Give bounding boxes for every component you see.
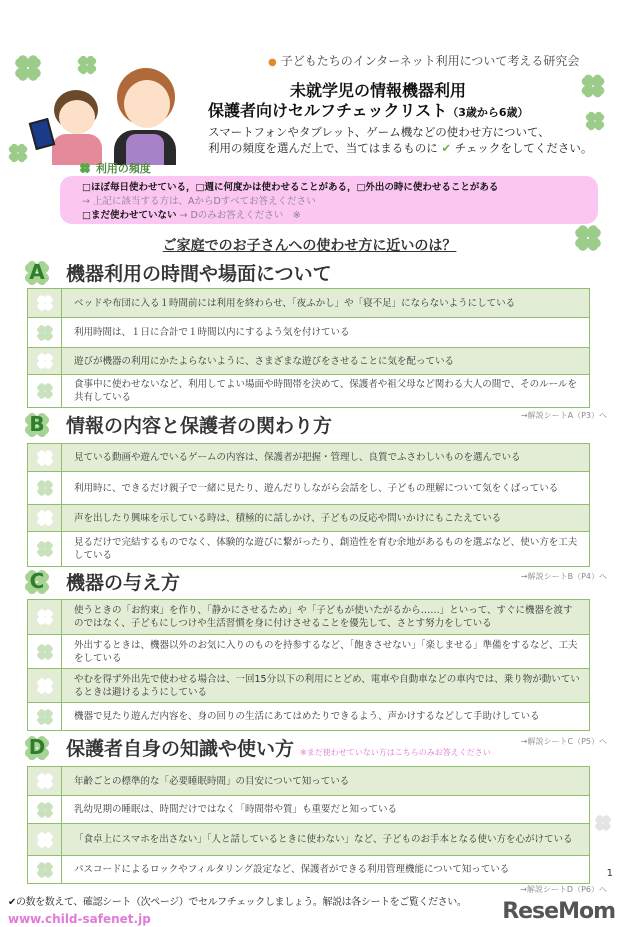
explanation-sheet-link[interactable]: →解説シートB（P4）へ xyxy=(520,572,607,581)
tablet-icon xyxy=(29,118,56,150)
check-box[interactable] xyxy=(28,856,62,883)
check-box[interactable] xyxy=(28,824,62,855)
checklist-row xyxy=(28,668,589,702)
checklist-row xyxy=(28,795,589,823)
section-heading-d xyxy=(22,733,491,761)
footer-note: ✔の数を数えて、確認シート（次ページ）でセルフチェックしましょう。解説は各シートをご覧ください。 xyxy=(8,897,467,908)
clover-icon xyxy=(34,606,56,628)
title-text: 保護者向けセルフチェックリスト xyxy=(208,101,448,120)
title-line-2 xyxy=(208,98,529,121)
explanation-sheet-link[interactable]: →解説シートC（P5）へ xyxy=(520,737,607,746)
clover-icon xyxy=(34,322,56,344)
resemom-logo: ReseMom xyxy=(502,899,615,924)
checklist-row xyxy=(28,634,589,668)
instructions-line-2b: チェックをしてください。 xyxy=(454,141,593,155)
clover-icon xyxy=(34,507,56,529)
clover-icon xyxy=(34,538,56,560)
organization-name: ● 子どもたちのインターネット利用について考える研究会 xyxy=(268,54,580,68)
clover-icon xyxy=(34,477,56,499)
section-letter: D xyxy=(28,735,46,759)
checklist-row xyxy=(28,347,589,374)
instructions-line-1: スマートフォンやタブレット、ゲーム機などの使わせ方について、 xyxy=(208,125,550,139)
checklist-row xyxy=(28,317,589,347)
check-box[interactable] xyxy=(28,767,62,795)
check-box[interactable] xyxy=(28,289,62,317)
check-box[interactable] xyxy=(28,375,62,407)
checklist-row xyxy=(28,823,589,855)
section-title: 機器利用の時間や場面について xyxy=(66,262,332,285)
checklist-item-text: 機器で見たり遊んだ内容を、身の回りの生活にあてはめたりできるよう、声かけするなどして手助けしている xyxy=(74,711,540,722)
checklist-item-text: 外出するときは、機器以外のお気に入りのものを持参するなど、「飽きさせない」「楽しませる」準備をするなど、工夫をしている xyxy=(74,639,578,664)
clover-icon xyxy=(34,829,56,851)
checklist-table-c xyxy=(27,599,590,731)
checklist-row xyxy=(28,702,589,730)
title-line-1: 未就学児の情報機器利用 xyxy=(290,81,467,100)
checklist-row xyxy=(28,504,589,531)
clover-icon xyxy=(34,292,56,314)
section-heading-c xyxy=(22,567,180,595)
check-icon: ✔ xyxy=(441,141,452,155)
clover-icon xyxy=(34,770,56,792)
checklist-item-text: 乳幼児期の睡眠は、時間だけではなく「時間帯や質」も重要だと知っている xyxy=(74,804,398,815)
checklist-item-text: 使うときの「お約束」を作り、「静かにさせるため」や「子どもが使いたがるから……」といって、すぐに機器を渡すのではなく、子どもにしつけや生活習慣を身に付けさせることを優先して、さとす努力をしている xyxy=(74,605,573,629)
checklist-item-text: 見るだけで完結するものでなく、体験的な遊びに繋がったり、創造性を育む余地があるものを選ぶなど、使い方を工夫している xyxy=(74,537,578,561)
checklist-row xyxy=(28,444,589,471)
explanation-sheet-link[interactable]: →解説シートD（P6）へ xyxy=(520,885,607,894)
age-range: （3歳から6歳） xyxy=(447,106,529,119)
frequency-box xyxy=(60,176,598,224)
frequency-not-yet-note: → Dのみお答えください ※ xyxy=(179,210,301,221)
checklist-table-d xyxy=(27,766,590,884)
section-title: 機器の与え方 xyxy=(66,571,181,594)
clover-icon xyxy=(34,706,56,728)
checklist-table-a xyxy=(27,288,590,408)
clover-icon xyxy=(34,859,56,881)
clover-icon xyxy=(577,70,609,102)
checklist-item-text: 「食卓上にスマホを出さない」「人と話しているときに使わない」など、子どものお手本となる使い方を心がけている xyxy=(74,834,573,845)
clover-icon xyxy=(34,350,56,372)
frequency-label xyxy=(78,161,151,176)
check-box[interactable] xyxy=(28,444,62,471)
clover-icon xyxy=(34,641,56,663)
section-letter: C xyxy=(29,569,45,593)
instructions xyxy=(208,124,592,156)
page-number: 1 xyxy=(606,868,613,879)
frequency-not-yet-option[interactable]: □まだ使わせていない xyxy=(82,210,177,221)
section-letter: B xyxy=(29,412,45,436)
checklist-row xyxy=(28,374,589,407)
check-box[interactable] xyxy=(28,796,62,823)
checklist-item-text: やむを得ず外出先で使わせる場合は、一回15分以下の利用にとどめ、電車や自動車などの車内では、乗り物が動いているときは避けるようにしている xyxy=(74,673,580,698)
section-letter: A xyxy=(29,260,45,284)
checklist-row xyxy=(28,855,589,883)
checklist-row xyxy=(28,767,589,795)
section-title: 保護者自身の知識や使い方 xyxy=(66,737,295,760)
checklist-row xyxy=(28,289,589,317)
clover-icon xyxy=(34,380,56,402)
clover-icon xyxy=(5,140,31,166)
checklist-item-text: 利用時間は、１日に合計で１時間以内にするよう気を付けている xyxy=(74,327,350,338)
checklist-item-text: ベッドや布団に入る１時間前には利用を終わらせ、「夜ふかし」や「寝不足」にならないようにしている xyxy=(74,297,516,309)
checklist-row xyxy=(28,471,589,504)
check-box[interactable] xyxy=(28,600,62,634)
frequency-note: → 上記に該当する方は、AからDすべてお答えください xyxy=(82,196,316,207)
checklist-table-b xyxy=(27,443,590,567)
check-box[interactable] xyxy=(28,669,62,702)
checklist-item-text: 年齢ごとの標準的な「必要睡眠時間」の目安について知っている xyxy=(74,775,350,787)
checklist-item-text: 声を出したり興味を示している時は、積極的に話しかけ、子どもの反応や問いかけにもこたえている xyxy=(74,512,502,524)
checklist-item-text: 利用時に、できるだけ親子で一緒に見たり、遊んだりしながら会話をし、子どもの理解について気をくばっている xyxy=(74,482,559,494)
checklist-item-text: 見ている動画や遊んでいるゲームの内容は、保護者が把握・管理し、良質でふさわしいものを選んでいる xyxy=(74,452,521,463)
question-heading: ご家庭でのお子さんへの使わせ方に近いのは？ xyxy=(162,238,457,254)
website-link[interactable]: www.child-safenet.jp xyxy=(8,912,151,926)
checklist-item-text: 食事中に使わせないなど、利用してよい場面や時間帯を決めて、保護者や祖父母など関わる大人の間で、そのルールを共有している xyxy=(74,379,577,403)
clover-icon xyxy=(592,812,614,834)
check-box[interactable] xyxy=(28,505,62,531)
clover-icon xyxy=(34,447,56,469)
check-box[interactable] xyxy=(28,635,62,668)
clover-icon xyxy=(34,675,56,697)
clover-icon xyxy=(78,161,92,175)
checklist-row xyxy=(28,600,589,634)
checklist-item-text: パスコードによるロックやフィルタリング設定など、保護者ができる利用管理機能について知っている xyxy=(74,864,510,875)
check-box[interactable] xyxy=(28,318,62,347)
explanation-sheet-link[interactable]: →解説シートA（P3）へ xyxy=(520,411,607,420)
section-title: 情報の内容と保護者の関わり方 xyxy=(66,414,333,437)
check-box[interactable] xyxy=(28,532,62,566)
section-note: ※まだ使わせていない方はこちらのみお答えください xyxy=(300,747,491,757)
section-heading-b xyxy=(22,410,332,438)
check-box[interactable] xyxy=(28,472,62,504)
parent-child-illustration xyxy=(32,60,182,165)
checklist-row xyxy=(28,531,589,566)
org-text: 子どもたちのインターネット利用について考える研究会 xyxy=(280,54,580,68)
section-heading-a xyxy=(22,258,332,286)
check-box[interactable] xyxy=(28,703,62,730)
frequency-label-text: 利用の頻度 xyxy=(95,162,151,175)
checklist-item-text: 遊びが機器の利用にかたよらないように、さまざまな遊びをさせることに気を配っている xyxy=(74,355,455,367)
instructions-line-2: 利用の頻度を選んだ上で、当てはまるものに xyxy=(208,141,438,155)
check-box[interactable] xyxy=(28,348,62,374)
clover-icon xyxy=(34,799,56,821)
frequency-options[interactable]: □ほぼ毎日使わせている，□週に何度かは使わせることがある，□外出の時に使わせることがある xyxy=(82,182,499,193)
